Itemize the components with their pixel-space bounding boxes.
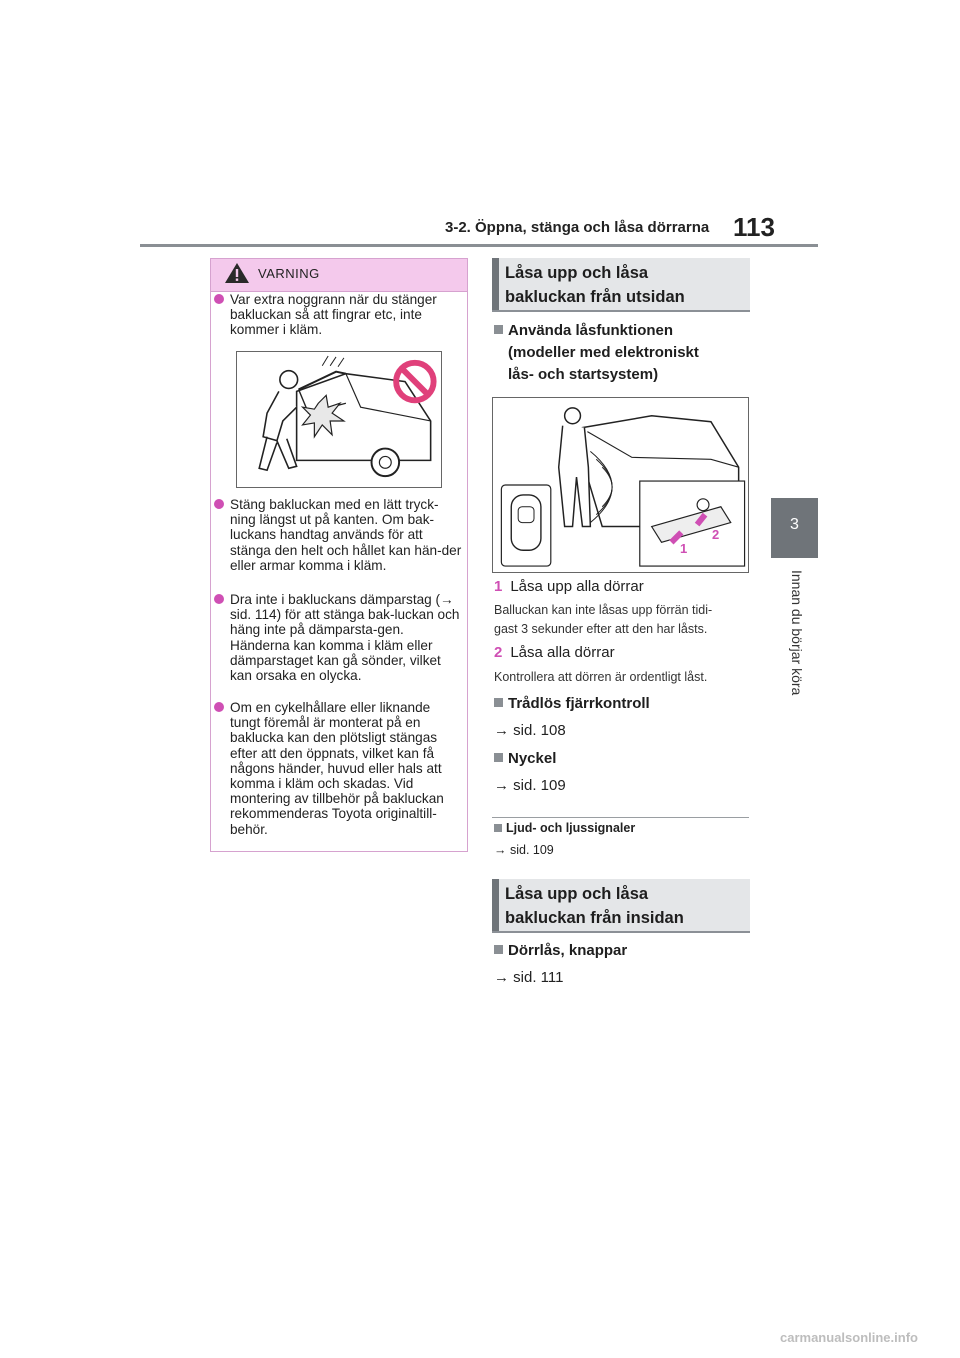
warning-bullet: Var extra noggrann när du stänger bakluckan så att fingrar etc, inte kommer i kläm. [214, 292, 464, 338]
callout-1: 1 [680, 541, 688, 556]
heading-line: Låsa upp och låsa [505, 885, 649, 903]
bullet-dot-icon [214, 594, 224, 604]
heading-line: bakluckan från insidan [505, 909, 684, 927]
subheading-key: Nyckel [494, 748, 556, 770]
subheading-remote: Trådlös fjärrkontroll [494, 693, 650, 715]
step-unlock: 1 Låsa upp alla dörrar [494, 578, 644, 595]
bullet-dot-icon [214, 294, 224, 304]
subheading-door-lock-buttons: Dörrlås, knappar [494, 940, 627, 962]
step-unlock-note: Balluckan kan inte låsas upp förrän tidi- gast 3 sekunder efter att den har låsts. [494, 603, 713, 636]
square-bullet-icon [494, 325, 503, 334]
square-bullet-icon [494, 824, 502, 832]
bullet-dot-icon [214, 499, 224, 509]
square-bullet-icon [494, 753, 503, 762]
heading-bar [492, 258, 499, 310]
section-title: 3-2. Öppna, stänga och låsa dörrarna [445, 219, 710, 236]
heading-line: bakluckan från utsidan [505, 288, 685, 306]
tailgate-hazard-illustration [236, 351, 442, 488]
page-reference[interactable]: → sid. 108 [494, 722, 566, 739]
page-reference[interactable]: → sid. 109 [494, 777, 566, 794]
page-reference[interactable]: → sid. 111 [494, 969, 564, 986]
square-bullet-icon [494, 945, 503, 954]
step-lock-note: Kontrollera att dörren är ordentligt låst. [494, 670, 708, 684]
warning-bullet: Stäng bakluckan med en lätt tryck-ning längst ut på kanten. Om bak-luckans handtag används för att stänga den helt och hållet kan hän-der eller armar komma i kläm. [214, 497, 464, 573]
chapter-number: 3 [790, 516, 799, 533]
bullet-dot-icon [214, 702, 224, 712]
warning-triangle-icon [224, 261, 250, 285]
callout-2: 2 [712, 527, 720, 542]
heading-line: Låsa upp och låsa [505, 264, 649, 282]
page-reference[interactable]: → sid. 109 [494, 843, 554, 857]
page-number: 113 [733, 212, 775, 242]
section-heading-inside [492, 879, 750, 933]
section-heading-outside [492, 258, 750, 312]
chapter-title: Innan du börjar köra [789, 570, 805, 696]
step-lock: 2 Låsa alla dörrar [494, 644, 615, 661]
section-divider [492, 817, 749, 818]
warning-label: VARNING [258, 266, 320, 281]
smart-key-tailgate-illustration [492, 397, 749, 573]
heading-bar [492, 879, 499, 931]
header-rule [140, 244, 818, 247]
warning-bullet: Dra inte i bakluckans dämparstag (→ sid. 114) för att stänga bak-luckan och häng inte på dämparsta-gen. Händerna kan komma i kläm eller dämparstaget kan gå sönder, vilket kan orsaka en olycka. [214, 592, 464, 683]
subheading-lock-function: Använda låsfunktionen (modeller med elektroniskt lås- och startsystem) [494, 320, 699, 386]
subheading-signals: Ljud- och ljussignaler [494, 821, 635, 835]
square-bullet-icon [494, 698, 503, 707]
warning-bullet: Om en cykelhållare eller liknande tungt föremål är monterat på en baklucka kan den plötsligt stängas efter att den öppnats, vilket kan få någons händer, huvud eller hals att komma i kläm och skadas. Vid montering av tillbehör på bakluckan rekommenderas Toyota originaltill-behör. [214, 700, 464, 837]
watermark: carmanualsonline.info [780, 1330, 918, 1345]
